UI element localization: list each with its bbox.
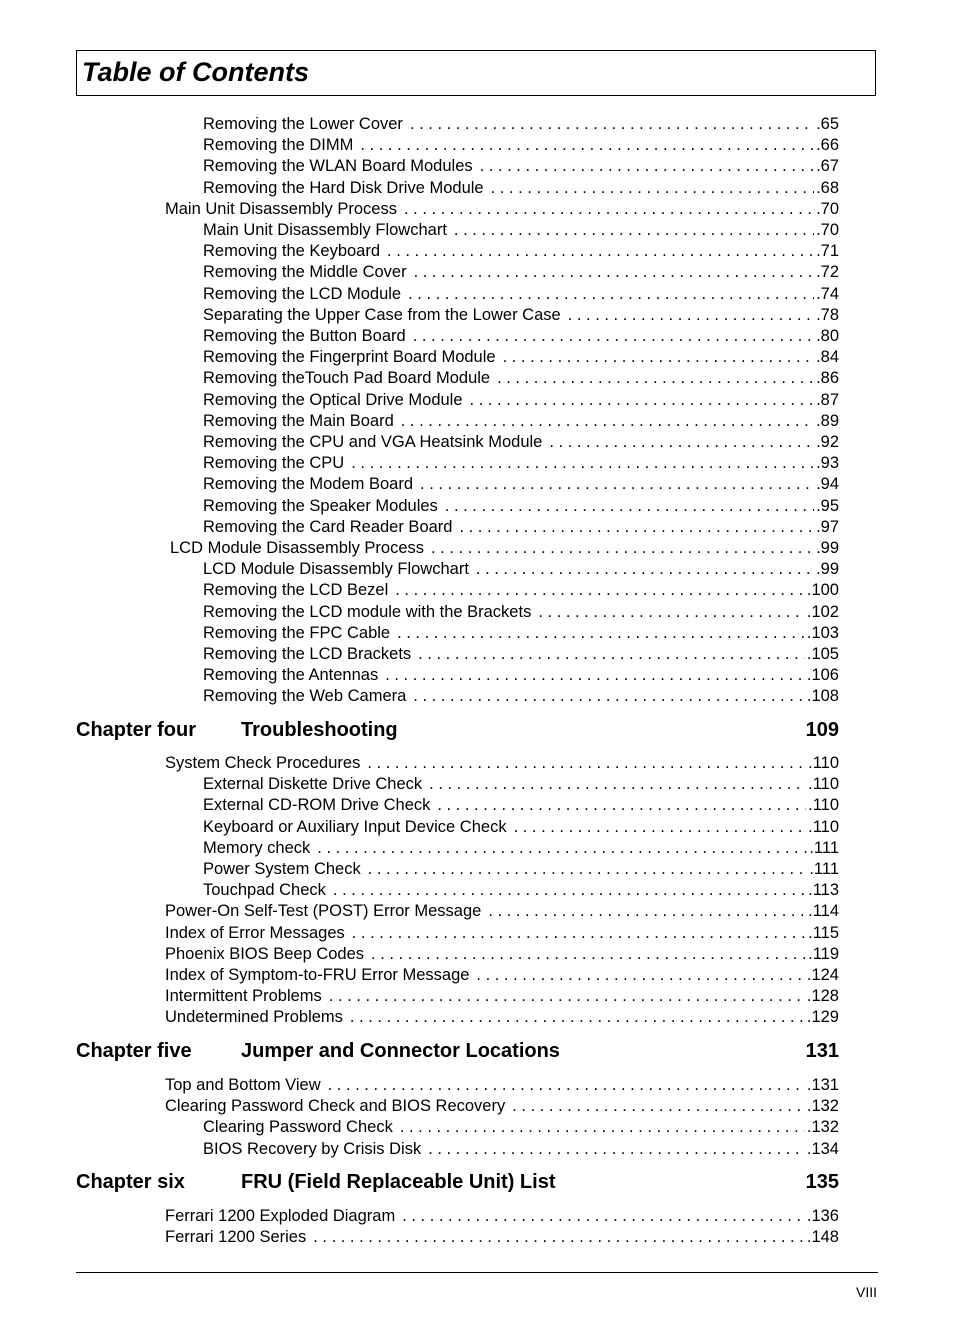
toc-entry-title: Removing the Antennas [203,666,379,685]
toc-entry-title: Separating the Upper Case from the Lower Case [203,305,561,324]
toc-entry-page: .65 [816,115,839,133]
toc-entry-title: Removing the Hard Disk Drive Module [203,178,484,197]
dot-leader [429,774,806,794]
dot-leader [437,795,806,815]
toc-entry-page: .97 [816,517,839,536]
toc-entry-page: .110 [808,796,839,815]
toc-entry[interactable] [165,965,839,985]
toc-entry-title: Removing the CPU and VGA Heatsink Module [203,433,543,451]
toc-entry-page: .89 [816,411,839,430]
toc-entry-page: .132 [806,1118,839,1137]
toc-entry-page: .93 [816,454,839,473]
toc-entry[interactable] [203,644,839,664]
toc-entry-page: .78 [816,305,839,324]
toc-entry[interactable] [203,156,839,176]
chapter-page: 109 [805,719,839,741]
toc-entry-title: Removing the Lower Cover [203,115,403,133]
toc-entry-title: Removing the Speaker Modules [203,496,438,515]
toc-entry-title: Removing the DIMM [203,136,354,155]
toc-entry-page: .148 [806,1228,839,1247]
toc-entry-title: Removing the Fingerprint Board Module [203,348,496,367]
toc-entry-title: Main Unit Disassembly Flowchart [203,221,447,239]
toc-entry-title: Index of Symptom-to-FRU Error Message [165,966,470,984]
toc-entry-page: .92 [816,433,839,451]
dot-leader [329,986,805,1006]
toc-entry-title: Removing the LCD Bezel [203,581,389,600]
toc-entry[interactable] [203,1139,839,1159]
dot-leader [413,326,814,346]
toc-entry-title: Removing the Button Board [203,327,406,345]
dot-leader [414,262,814,282]
toc-entry[interactable] [203,474,839,494]
chapter-page: 135 [805,1171,839,1193]
toc-entry-title: Main Unit Disassembly Process [165,199,397,218]
toc-entry-page: .99 [816,539,839,557]
dot-leader [404,199,814,219]
toc-entry-page: .102 [806,602,839,621]
toc-entry-page: .99 [816,560,839,579]
chapter-heading[interactable] [76,1038,839,1064]
dot-leader [360,135,814,155]
dot-leader [408,284,814,304]
toc-entry-title: Ferrari 1200 Exploded Diagram [165,1207,396,1225]
page-number: VIII [855,1284,877,1300]
toc-entry-title: Top and Bottom View [165,1076,321,1094]
toc-entry[interactable] [203,602,839,622]
toc-entry-title: Keyboard or Auxiliary Input Device Check [203,817,507,836]
toc-entry-title: Touchpad Check [203,881,326,900]
chapter-name: Jumper and Connector Locations [241,1040,560,1062]
toc-entry-page: .67 [816,157,839,176]
dot-leader [350,1007,805,1027]
toc-entry-title: Memory check [203,838,311,857]
toc-entry[interactable] [165,901,839,921]
dot-leader [387,241,814,261]
dot-leader [568,305,814,325]
toc-entry-title: External Diskette Drive Check [203,775,423,794]
toc-entry-title: Removing the Card Reader Board [203,517,453,536]
toc-entry-page: .113 [808,881,839,900]
dot-leader [410,114,814,134]
toc-entry-title: Removing the Middle Cover [203,263,407,282]
dot-leader [476,559,814,579]
toc-entry-title: Removing the Keyboard [203,242,381,261]
toc-entry[interactable] [170,538,839,558]
toc-entry-title: External CD-ROM Drive Check [203,796,431,815]
dot-leader [428,1139,805,1159]
toc-entry-page: .132 [806,1097,839,1116]
toc-entry[interactable] [203,432,839,452]
chapter-name: FRU (Field Replaceable Unit) List [241,1171,556,1193]
dot-leader [413,686,805,706]
toc-entry[interactable] [203,559,839,579]
dot-leader [431,538,814,558]
toc-entry[interactable] [203,347,839,367]
toc-entry-page: .105 [806,645,839,663]
toc-entry-title: Power System Check [203,860,361,878]
dot-leader [514,817,807,837]
toc-entry-title: Removing the Web Camera [203,687,407,706]
toc-entry-page: .71 [816,242,839,261]
toc-entry-title: Removing the CPU [203,454,345,473]
toc-entry-page: .129 [806,1008,839,1027]
chapter-label: Chapter six [76,1171,185,1193]
toc-entry-page: .110 [808,817,839,836]
toc-entry[interactable] [165,1075,839,1095]
toc-entry[interactable] [203,880,839,900]
toc-entry-title: Removing the Main Board [203,411,394,430]
toc-entry[interactable] [203,178,839,198]
toc-entry-page: .128 [806,987,839,1006]
toc-entry[interactable] [203,795,839,815]
toc-entry[interactable] [165,753,839,773]
toc-entry-page: .72 [816,263,839,282]
toc-entry-title: Power-On Self-Test (POST) Error Message [165,902,482,921]
toc-entry-title: Clearing Password Check and BIOS Recovery [165,1097,506,1116]
toc-entry-title: Removing the FPC Cable [203,623,391,642]
toc-entry-page: .84 [816,348,839,367]
toc-entry-page: .134 [806,1139,839,1158]
toc-entry-title: Index of Error Messages [165,923,345,942]
toc-entry[interactable] [203,326,839,346]
toc-entry-page: .131 [806,1076,839,1094]
dot-leader [488,901,806,921]
toc-entry-title: BIOS Recovery by Crisis Disk [203,1139,422,1158]
toc-entry[interactable] [203,305,839,325]
toc-entry-page: .87 [816,390,839,409]
toc-entry-title: Removing the WLAN Board Modules [203,157,473,176]
toc-entry[interactable] [203,859,839,879]
dot-leader [328,1075,805,1095]
toc-entry-page: .86 [816,369,839,388]
toc-entry-title: Phoenix BIOS Beep Codes [165,944,365,963]
toc-entry[interactable] [165,199,839,219]
dot-leader [371,944,806,964]
dot-leader [397,623,805,643]
dot-leader [512,1096,805,1116]
chapter-name: Troubleshooting [241,719,398,741]
toc-entry-page: .94 [816,475,839,494]
toc-entry[interactable] [165,944,839,964]
dot-leader [401,411,814,431]
toc-entry[interactable] [165,1206,839,1226]
toc-entry[interactable] [203,390,839,410]
toc-entry-page: .124 [806,966,839,984]
page-title: Table of Contents [82,57,309,87]
dot-leader [459,517,814,537]
toc-entry-title: Clearing Password Check [203,1118,393,1137]
toc-entry[interactable] [203,686,839,706]
toc-entry-page: .110 [808,775,839,794]
toc-entry-page: .66 [816,136,839,155]
dot-leader [476,965,804,985]
dot-leader [313,1227,805,1247]
toc-entry-page: .114 [808,902,839,921]
toc-entry[interactable] [203,411,839,431]
toc-entry[interactable] [203,220,839,240]
toc-entry-page: .110 [808,754,839,772]
toc-entry[interactable] [203,580,839,600]
toc-entry[interactable] [203,262,839,282]
toc-entry-page: .115 [808,923,839,942]
toc-entry-page: .103 [806,623,839,642]
toc-entry-title: Removing the LCD Module [203,284,402,303]
dot-leader [549,432,814,452]
toc-entry-page: .106 [806,666,839,685]
dot-leader [445,496,814,516]
toc-entry-page: .111 [809,860,839,878]
toc-entry-title: Ferrari 1200 Series [165,1228,307,1247]
toc-entry[interactable] [203,838,839,858]
dot-leader [538,602,805,622]
dot-leader [503,347,814,367]
toc-entry-page: .70 [816,221,839,239]
dot-leader [402,1206,805,1226]
toc-entry-title: LCD Module Disassembly Flowchart [203,560,469,579]
toc-entry[interactable] [203,368,839,388]
toc-entry-page: .95 [816,496,839,515]
toc-entry[interactable] [165,1227,839,1247]
chapter-page: 131 [805,1040,839,1062]
dot-leader [470,390,815,410]
toc-entry[interactable] [203,817,839,837]
toc-entry[interactable] [203,114,839,134]
toc-entry[interactable] [203,135,839,155]
dot-leader [368,859,808,879]
toc-entry-title: Undetermined Problems [165,1008,343,1027]
toc-entry-title: Intermittent Problems [165,987,322,1006]
toc-entry[interactable] [203,453,839,473]
toc-entry-page: .119 [808,944,839,963]
chapter-label: Chapter five [76,1040,192,1062]
toc-entry-page: .74 [816,284,839,303]
dot-leader [385,665,805,685]
toc-entry[interactable] [203,774,839,794]
dot-leader [491,178,814,198]
dot-leader [400,1117,805,1137]
dot-leader [333,880,806,900]
toc-entry[interactable] [165,923,839,943]
toc-entry-page: .80 [816,327,839,345]
dot-leader [420,474,814,494]
dot-leader [497,368,814,388]
dot-leader [480,156,814,176]
toc-entry-title: Removing theTouch Pad Board Module [203,369,491,388]
toc-entry[interactable] [203,284,839,304]
toc-entry[interactable] [165,1096,839,1116]
chapter-heading[interactable] [76,1169,839,1195]
toc-entry-page: .108 [806,687,839,706]
dot-leader [352,923,806,943]
toc-entry-page: .70 [816,199,839,218]
toc-entry[interactable] [165,986,839,1006]
toc-entry-page: .111 [809,838,839,857]
toc-entry[interactable] [203,496,839,516]
dot-leader [367,753,806,773]
dot-leader [351,453,814,473]
chapter-heading[interactable] [76,717,839,743]
dot-leader [395,580,805,600]
toc-entry-title: Removing the Optical Drive Module [203,390,463,409]
footer-rule [76,1272,878,1273]
toc-entry-title: System Check Procedures [165,754,361,772]
toc-entry-title: Removing the LCD module with the Brackets [203,602,532,621]
dot-leader [418,644,805,664]
chapter-label: Chapter four [76,719,196,741]
toc-entry[interactable] [203,241,839,261]
toc-entry-page: .68 [816,178,839,197]
toc-entry-title: Removing the Modem Board [203,475,414,494]
toc-entry[interactable] [165,1007,839,1027]
dot-leader [317,838,807,858]
toc-entry-page: .100 [806,581,839,600]
toc-entry[interactable] [203,623,839,643]
dot-leader [454,220,814,240]
toc-entry[interactable] [203,1117,839,1137]
toc-entry-title: Removing the LCD Brackets [203,645,412,663]
toc-entry-page: .136 [806,1207,839,1225]
toc-entry-title: LCD Module Disassembly Process [170,539,425,557]
toc-entry[interactable] [203,517,839,537]
toc-entry[interactable] [203,665,839,685]
